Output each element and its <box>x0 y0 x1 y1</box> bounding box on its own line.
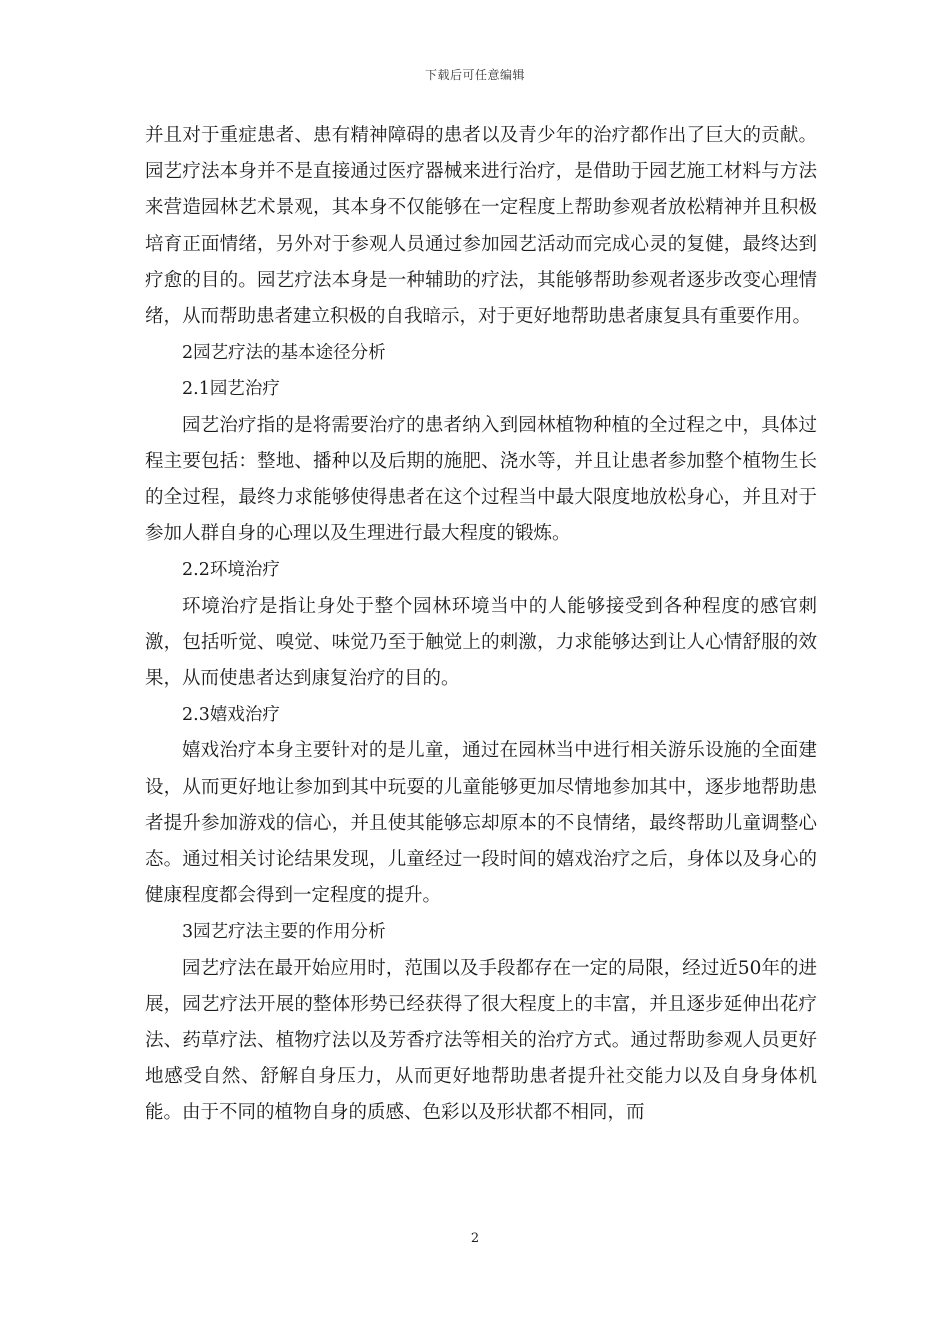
page-header: 下载后可任意编辑 <box>424 68 525 82</box>
page-number: 2 <box>470 1231 480 1246</box>
section-heading-2: 2园艺疗法的基本途径分析 <box>182 343 386 364</box>
document-body <box>145 118 817 1132</box>
paragraph-environment-therapy: 环境治疗是指让身处于整个园林环境当中的人能够接受到各种程度的感官刺激，包括听觉、嗅觉、味觉乃至于触觉上的刺激，力求能够达到让人心情舒服的效果，从而使患者达到康复治疗的目的。 <box>145 595 817 690</box>
subsection-heading-2-2: 2.2环境治疗 <box>182 560 280 581</box>
paragraph-continued: 并且对于重症患者、患有精神障碍的患者以及青少年的治疗都作出了巨大的贡献。园艺疗法本身并不是直接通过医疗器械来进行治疗，是借助于园艺施工材料与方法来营造园林艺术景观，其本身不仅能够在一定程度上帮助参观者放松精神并且积极培育正面情绪，另外对于参观人员通过参加园艺活动而完成心灵的复健，最终达到疗愈的目的。园艺疗法本身是一种辅助的疗法，其能够帮助参观者逐步改变心理情绪，从而帮助患者建立积极的自我暗示，对于更好地帮助患者康复具有重要作用。 <box>145 125 817 328</box>
section-heading-3: 3园艺疗法主要的作用分析 <box>182 922 386 943</box>
subsection-heading-2-3: 2.3嬉戏治疗 <box>182 705 280 726</box>
paragraph-effects: 园艺疗法在最开始应用时，范围以及手段都存在一定的局限，经过近50年的进展，园艺疗法开展的整体形势已经获得了很大程度上的丰富，并且逐步延伸出花疗法、药草疗法、植物疗法以及芳香疗法等相关的治疗方式。通过帮助参观人员更好地感受自然、舒解自身压力，从而更好地帮助患者提升社交能力以及自身身体机能。由于不同的植物自身的质感、色彩以及形状都不相同，而 <box>145 957 817 1124</box>
paragraph-horticultural-therapy: 园艺治疗指的是将需要治疗的患者纳入到园林植物种植的全过程之中，具体过程主要包括：整地、播种以及后期的施肥、浇水等，并且让患者参加整个植物生长的全过程，最终力求能够使得患者在这个过程当中最大限度地放松身心，并且对于参加人群自身的心理以及生理进行最大程度的锻炼。 <box>145 414 817 545</box>
subsection-heading-2-1: 2.1园艺治疗 <box>182 379 280 400</box>
paragraph-play-therapy: 嬉戏治疗本身主要针对的是儿童，通过在园林当中进行相关游乐设施的全面建设，从而更好地让参加到其中玩耍的儿童能够更加尽情地参加其中，逐步地帮助患者提升参加游戏的信心，并且使其能够忘却原本的不良情绪，最终帮助儿童调整心态。通过相关讨论结果发现，儿童经过一段时间的嬉戏治疗之后，身体以及身心的健康程度都会得到一定程度的提升。 <box>145 740 817 907</box>
